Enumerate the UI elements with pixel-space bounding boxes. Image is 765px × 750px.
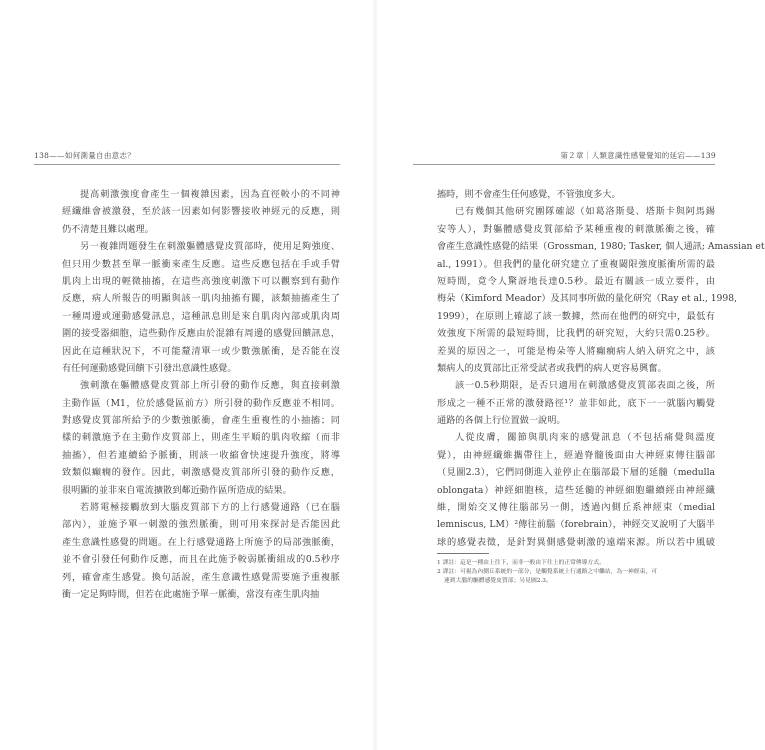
text-line: 部內），並施予單一刺激的強烈脈衝，則可用來探討是否能因此 [62,519,340,531]
text-line: 肌肉上出現的輕微抽搐，在這些高強度刺激下可以觀察到有動作 [62,275,340,287]
text-line: 效強度下所需的最短時間，比我們的研究短，大約只需0.25秒。 [437,328,715,340]
text-line: 因此在這種狀況下，不可能釐清單一或少數強脈衝，是否能在沒 [62,345,340,357]
text-line: 安等人），對軀體感覺皮質部給予某種重複的刺激脈衝之後，確 [437,223,715,235]
footnote-rule [437,553,489,554]
text-line: 產生意識性感覺的問題。在上行感覺通路上所施予的局部強脈衝， [62,536,340,548]
running-head-left: 138——如何測量自由意志？ [34,151,136,160]
text-line: 人從皮膚，關節與肌肉來的感覺訊息（不包括痛覺與溫度 [455,432,715,444]
text-line: 已有幾個其他研究團隊確認（如葛洛斯曼、塔斯卡與阿馬錫 [455,206,715,218]
text-line: 但只用少數甚至單一脈衝來產生反應。這些反應包括在手或手臂 [62,258,340,270]
text-line: 圍的接受器細胞，這些動作反應由於混雜有周邊的感覺回饋訊息， [62,328,340,340]
body-text-right [437,186,765,551]
text-line: 很明顯的並非來自電流擴散到鄰近動作區所造成的結果。 [62,484,292,496]
text-line: 致類似癲癇的發作。因此，刺激感覺皮質部所引發的動作反應， [62,467,340,479]
text-line: 差異的原因之一，可能是梅朵等人將癲癇病人納入研究之中，該 [437,345,715,357]
text-line: 一種周邊或運動感覺訊息，這種訊息則是來自肌肉內部或肌肉周 [62,310,340,322]
text-line: 球的感覺表徵，是針對異側感覺刺激的遠端來源。所以若中風破 [437,536,715,548]
text-line: 強刺激在軀體感覺皮質部上所引發的動作反應，與直接刺激 [80,380,340,392]
footnote-marker: 1 [437,560,441,566]
text-line: 有任何運動感覺回饋下引發出意識性感覺。 [62,362,237,374]
text-line: lemniscus, LM）²傳往前腦（forebrain），神經交叉說明了大腦半 [437,519,715,531]
footnote-text: 譯註：這是一種由上往下，而非一般由下往上的正常傳導方式。 [442,560,605,566]
text-line: 列，確會產生感覺。換句話說，產生意識性感覺需要施予重複脈 [62,571,340,583]
right-page [375,0,765,750]
text-line: 抽搐），但若連續給予脈衝，則該一收縮會快速提升強度，將導 [62,449,340,461]
text-line: al., 1991）。但我們的量化研究建立了重複閾限強度脈衝所需的最 [437,258,715,270]
footnote-2-continuation: 連到大腦的驅體感覺皮質部；另見圖2.3。 [444,578,552,584]
header-rule-left [34,164,340,165]
text-line: 提高刺激強度會產生一個複雜因素，因為直徑較小的不同神 [80,189,340,200]
text-line: 短時間，竟令人驚訝地長達0.5秒。最近有關該一成立要件，由 [437,275,715,287]
footnote-2 [437,568,723,577]
running-head-right: 第２章｜人類意識性感覺覺知的延宕——139 [560,151,716,160]
text-line: 1999），在原則上確認了該一數據，然而在他們的研究中，最低有 [437,310,715,322]
text-line: 另一複雜問題發生在刺激軀體感覺皮質部時，使用足夠強度、 [80,241,340,253]
text-line: 若將電極接觸放到大腦皮質部下方的上行感覺通路（已在腦 [80,502,340,514]
text-line: （見圖2.3），它們同側進入並停止在腦部最下層的延髓（medulla [437,467,715,479]
text-line: 覺），由神經纖維攜帶往上，經過脊髓後面由大神經束傳往腦部 [437,449,715,461]
text-line: 梅朵（Kimford Meador）及其同事所做的量化研究（Ray et al., 1998, [437,293,738,305]
text-line: 形成之一種不正常的激發路徑¹？並非如此，底下一一就腦內觸覺 [437,397,715,409]
text-line: 樣的刺激施予在主動作皮質部上，則產生平順的肌肉收縮（而非 [62,432,340,444]
left-page [0,0,375,750]
text-line: 對感覺皮質部所給予的少數強脈衝，會產生重複性的小抽搐；同 [62,415,340,427]
text-line: 維，開始交叉傳往腦部另一側，透過內側丘系神經束（medial [437,502,715,514]
footnotes [437,559,723,586]
text-line: 並不會引發任何動作反應，而且在此施予較弱脈衝組成的0.5秒序 [62,554,340,566]
text-line: 通路的各個上行位置做一說明。 [437,415,566,427]
text-line: 類病人的皮質部比正常受試者或我們的病人更容易興奮。 [437,362,667,374]
text-line: 會產生意識性感覺的結果（Grossman, 1980; Tasker, 個人通訊; Amassian et [437,241,765,253]
text-line: 仍不清楚且難以處理。 [62,223,154,235]
text-line: 衝一定足夠時間，但若在此處施予單一脈衝，當沒有產生肌肉抽 [62,588,320,600]
text-line: 該一0.5秒期限，是否只適用在刺激感覺皮質部表面之後，所 [455,380,715,392]
footnote-marker: 2 [437,569,441,575]
text-line: oblongata）神經細胞核，這些延髓的神經細胞繼續經由神經纖 [437,484,715,496]
text-line: 反應，病人所報告的明顯與該一肌肉抽搐有關，該類抽搐產生了 [62,293,340,305]
header-rule-right [413,164,715,165]
footnote-1 [437,559,723,568]
text-line: 主動作區（M1，位於感覺區前方）所引發的動作反應並不相同。 [62,397,340,409]
body-text-left [62,186,340,603]
text-line: 經纖維會被激發，至於該一因素如何影響接收神經元的反應，則 [62,206,340,218]
text-line: 搐時，則不會產生任何感覺，不管強度多大。 [437,189,621,200]
footnote-text: 譯註：可視為內側丘系統的一部分，是觸覺系統上行通路之中繼站，為一神經束，可 [442,569,658,575]
